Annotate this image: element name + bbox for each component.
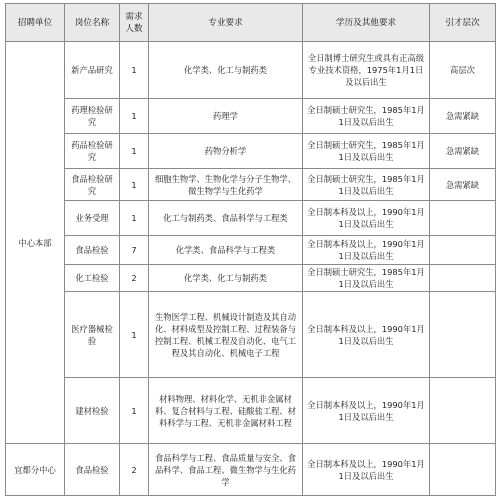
position-cell: 食品检验 [65, 236, 120, 265]
table-row [6, 134, 496, 169]
major-cell: 化工与制药类、食品科学与工程类 [149, 201, 303, 236]
major-cell: 材料物理、材料化学、无机非金属材料、复合材料与工程、硅酸盐工程、材料科学与工程、无机非金属材料工程 [149, 378, 303, 444]
header-position: 岗位名称 [65, 4, 120, 42]
position-cell: 医疗器械检验 [65, 292, 120, 378]
level-cell [430, 236, 496, 265]
position-cell: 建材检验 [65, 378, 120, 444]
header-education: 学历及其他要求 [303, 4, 430, 42]
count-cell: 2 [120, 265, 149, 292]
education-cell: 全日制博士研究生或具有正高级专业技术资格，1975年1月1日及以后出生 [303, 42, 430, 99]
position-cell: 新产品研究 [65, 42, 120, 99]
count-cell: 7 [120, 236, 149, 265]
level-cell: 急需紧缺 [430, 99, 496, 134]
education-cell: 全日制本科及以上，1990年1月1日及以后出生 [303, 292, 430, 378]
count-cell: 1 [120, 201, 149, 236]
education-cell: 全日制硕士研究生，1985年1月1日及以后出生 [303, 134, 430, 169]
header-count: 需求人数 [120, 4, 149, 42]
table-row [6, 292, 496, 378]
position-cell: 食品检验研究 [65, 169, 120, 201]
recruitment-table [5, 3, 496, 496]
position-cell: 业务受理 [65, 201, 120, 236]
major-cell: 细胞生物学、生物化学与分子生物学、微生物学与生化药学 [149, 169, 303, 201]
education-cell: 全日制本科及以上，1990年1月1日及以后出生 [303, 378, 430, 444]
table-row [6, 236, 496, 265]
education-cell: 全日制本科及以上，1990年1月1日及以后出生 [303, 201, 430, 236]
header-major: 专业要求 [149, 4, 303, 42]
table-row [6, 99, 496, 134]
count-cell: 1 [120, 134, 149, 169]
header-unit: 招聘单位 [6, 4, 65, 42]
count-cell: 1 [120, 292, 149, 378]
major-cell: 药理学 [149, 99, 303, 134]
table-row [6, 265, 496, 292]
major-cell: 化学类、食品科学与工程类 [149, 236, 303, 265]
major-cell: 化学类、化工与制药类 [149, 42, 303, 99]
unit-cell: 中心本部 [6, 42, 65, 444]
table-row [6, 444, 496, 496]
education-cell: 全日制本科及以上，1990年1月1日及以后出生 [303, 236, 430, 265]
count-cell: 1 [120, 169, 149, 201]
level-cell [430, 378, 496, 444]
table-row [6, 378, 496, 444]
level-cell [430, 265, 496, 292]
education-cell: 全日制硕士研究生，1985年1月1日及以后出生 [303, 265, 430, 292]
count-cell: 1 [120, 42, 149, 99]
level-cell [430, 292, 496, 378]
major-cell: 化学类、化工与制药类 [149, 265, 303, 292]
position-cell: 食品检验 [65, 444, 120, 496]
position-cell: 化工检验 [65, 265, 120, 292]
position-cell: 药理检验研究 [65, 99, 120, 134]
education-cell: 全日制硕士研究生，1985年1月1日及以后出生 [303, 169, 430, 201]
position-cell: 药品检验研究 [65, 134, 120, 169]
education-cell: 全日制本科及以上，1990年1月1日及以后出生 [303, 444, 430, 496]
level-cell: 高层次 [430, 42, 496, 99]
table-row [6, 42, 496, 99]
education-cell: 全日制硕士研究生，1985年1月1日及以后出生 [303, 99, 430, 134]
count-cell: 1 [120, 99, 149, 134]
count-cell: 1 [120, 378, 149, 444]
level-cell [430, 201, 496, 236]
level-cell [430, 444, 496, 496]
level-cell: 急需紧缺 [430, 134, 496, 169]
major-cell: 药物分析学 [149, 134, 303, 169]
header-row [6, 4, 496, 42]
major-cell: 生物医学工程、机械设计制造及其自动化、材料成型及控制工程、过程装备与控制工程、机械工程及自动化、电气工程及其自动化、机械电子工程 [149, 292, 303, 378]
level-cell: 急需紧缺 [430, 169, 496, 201]
table-row [6, 201, 496, 236]
major-cell: 食品科学与工程、食品质量与安全、食品科学、食品工程、微生物学与生化药学 [149, 444, 303, 496]
table-row [6, 169, 496, 201]
header-level: 引才层次 [430, 4, 496, 42]
unit-cell: 宜都分中心 [6, 444, 65, 496]
count-cell: 2 [120, 444, 149, 496]
